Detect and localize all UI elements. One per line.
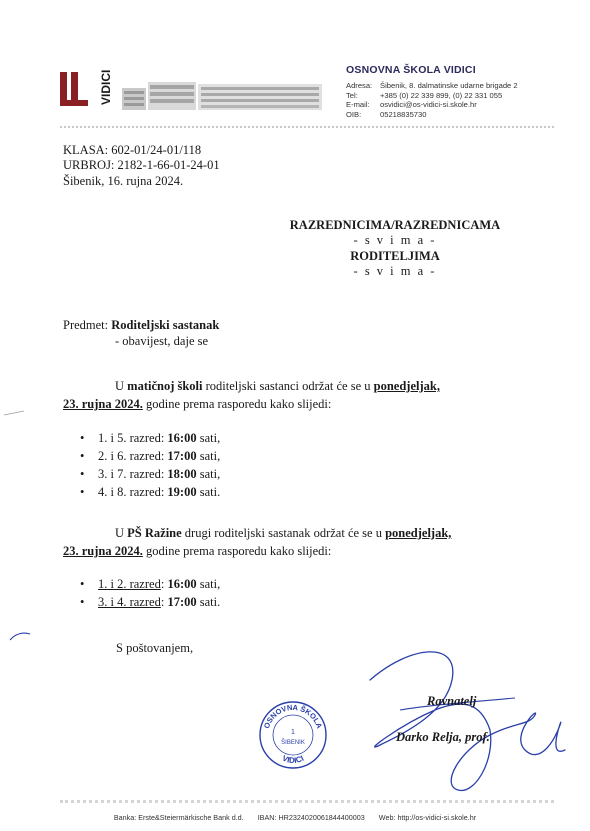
stamp-top-text: OSNOVNA ŠKOLA xyxy=(261,702,325,730)
grades: 4. i 8. razred: xyxy=(98,485,168,499)
para1-date: 23. rujna 2024. xyxy=(63,397,143,411)
footer xyxy=(0,813,590,822)
time: 16:00 xyxy=(167,577,197,591)
schedule-branch-school xyxy=(80,575,220,611)
signatory-name: Darko Relja, prof. xyxy=(396,730,490,744)
time: 19:00 xyxy=(167,485,197,499)
school-contact-info xyxy=(346,81,518,120)
school-logo xyxy=(60,68,116,106)
time: 16:00 xyxy=(167,431,197,445)
reference-block xyxy=(63,143,220,189)
email-row xyxy=(346,100,518,110)
oib-row xyxy=(346,110,518,120)
footer-bank: Banka: Erste&Steiermärkische Bank d.d. xyxy=(113,813,244,822)
addressees xyxy=(0,218,590,280)
address-row xyxy=(346,81,518,91)
para1-school: matičnoj školi xyxy=(127,379,203,393)
para2-text-c: godine prema rasporedu kako slijedi: xyxy=(142,544,332,558)
header-divider xyxy=(60,126,554,128)
margin-pen-marks xyxy=(0,0,40,660)
signatory-title: Ravnatelj xyxy=(427,694,477,708)
para2-day: ponedjeljak, xyxy=(385,526,452,540)
regards: S poštovanjem, xyxy=(116,641,194,655)
phone-label: Tel: xyxy=(346,90,358,100)
para1-day: ponedjeljak, xyxy=(373,379,440,393)
subject-title: Roditeljski sastanak xyxy=(111,318,220,332)
grades: 1. i 5. razred: xyxy=(98,431,168,445)
list-item xyxy=(80,465,220,483)
stamp-number: 1 xyxy=(291,729,295,736)
paragraph-branch-school xyxy=(63,524,503,560)
handwritten-signature xyxy=(340,640,570,800)
time: 17:00 xyxy=(167,595,197,609)
list-item xyxy=(80,429,220,447)
schedule-main-school xyxy=(80,429,220,501)
footer-iban: IBAN: HR2324020061844400003 xyxy=(257,813,365,822)
addressee-homeroom-teachers: RAZREDNICIMA/RAZREDNICAMA xyxy=(289,218,501,232)
para1-text-a: U xyxy=(115,379,128,393)
subject-subline: - obavijest, daje se xyxy=(115,334,209,348)
colon: : xyxy=(160,595,168,609)
unit: sati, xyxy=(196,577,221,591)
grades: 3. i 4. razred xyxy=(98,595,161,609)
footer-web[interactable]: Web: http://os-vidici-si.skole.hr xyxy=(378,813,477,822)
para2-date: 23. rujna 2024. xyxy=(63,544,143,558)
para1-text-c: godine prema rasporedu kako slijedi: xyxy=(142,397,332,411)
unit: sati, xyxy=(196,431,221,445)
svg-text:VIDICI xyxy=(281,754,305,765)
oib-label: OIB: xyxy=(346,110,362,120)
colon: : xyxy=(160,577,168,591)
list-item xyxy=(80,575,220,593)
subject-label: Predmet: xyxy=(63,318,109,332)
list-item xyxy=(80,593,220,611)
paragraph-main-school xyxy=(63,377,503,413)
para2-text-a: U xyxy=(115,526,128,540)
subject-block xyxy=(63,317,219,349)
list-item xyxy=(80,483,220,501)
unit: sati. xyxy=(196,485,221,499)
unit: sati. xyxy=(196,595,221,609)
stamp-bottom-text: VIDICI xyxy=(280,753,306,766)
school-name: OSNOVNA ŠKOLA VIDICI xyxy=(346,64,476,76)
para2-text-b: drugi roditeljski sastanak održat će se u xyxy=(181,526,386,540)
address-value: Šibenik, 8. dalmatinske udarne brigade 2 xyxy=(380,81,518,90)
para1-text-b: roditeljski sastanci održat će se u xyxy=(202,379,374,393)
phone-row xyxy=(346,91,518,101)
place-date: Šibenik, 16. rujna 2024. xyxy=(63,173,184,188)
stamp-city: ŠIBENIK xyxy=(281,740,305,746)
addressee-all-1: - s v i m a - xyxy=(353,233,437,248)
grades: 2. i 6. razred: xyxy=(98,449,168,463)
time: 18:00 xyxy=(167,467,197,481)
list-item xyxy=(80,447,220,465)
urbroj: URBROJ: 2182-1-66-01-24-01 xyxy=(63,158,220,173)
grades: 1. i 2. razred xyxy=(98,577,161,591)
svg-text:OSNOVNA ŠKOLA xyxy=(262,703,324,730)
addressee-all-2: - s v i m a - xyxy=(353,264,437,279)
school-building-image xyxy=(122,78,322,110)
footer-divider xyxy=(60,800,554,803)
para2-school: PŠ Ražine xyxy=(127,526,182,540)
email-label: E-mail: xyxy=(346,100,370,110)
unit: sati, xyxy=(196,467,221,481)
unit: sati, xyxy=(196,449,221,463)
email-value[interactable]: osvidici@os-vidici-si.skole.hr xyxy=(380,100,477,110)
school-stamp xyxy=(258,700,328,770)
phone-value: +385 (0) 22 339 899, (0) 22 331 055 xyxy=(380,90,503,100)
address-label: Adresa: xyxy=(346,81,373,90)
grades: 3. i 7. razred: xyxy=(98,467,168,481)
logo-text: VIDICI xyxy=(99,69,113,105)
klasa: KLASA: 602-01/24-01/118 xyxy=(63,143,202,157)
addressee-parents: RODITELJIMA xyxy=(350,248,440,263)
time: 17:00 xyxy=(167,449,197,463)
oib-value: 05218835730 xyxy=(380,110,427,120)
